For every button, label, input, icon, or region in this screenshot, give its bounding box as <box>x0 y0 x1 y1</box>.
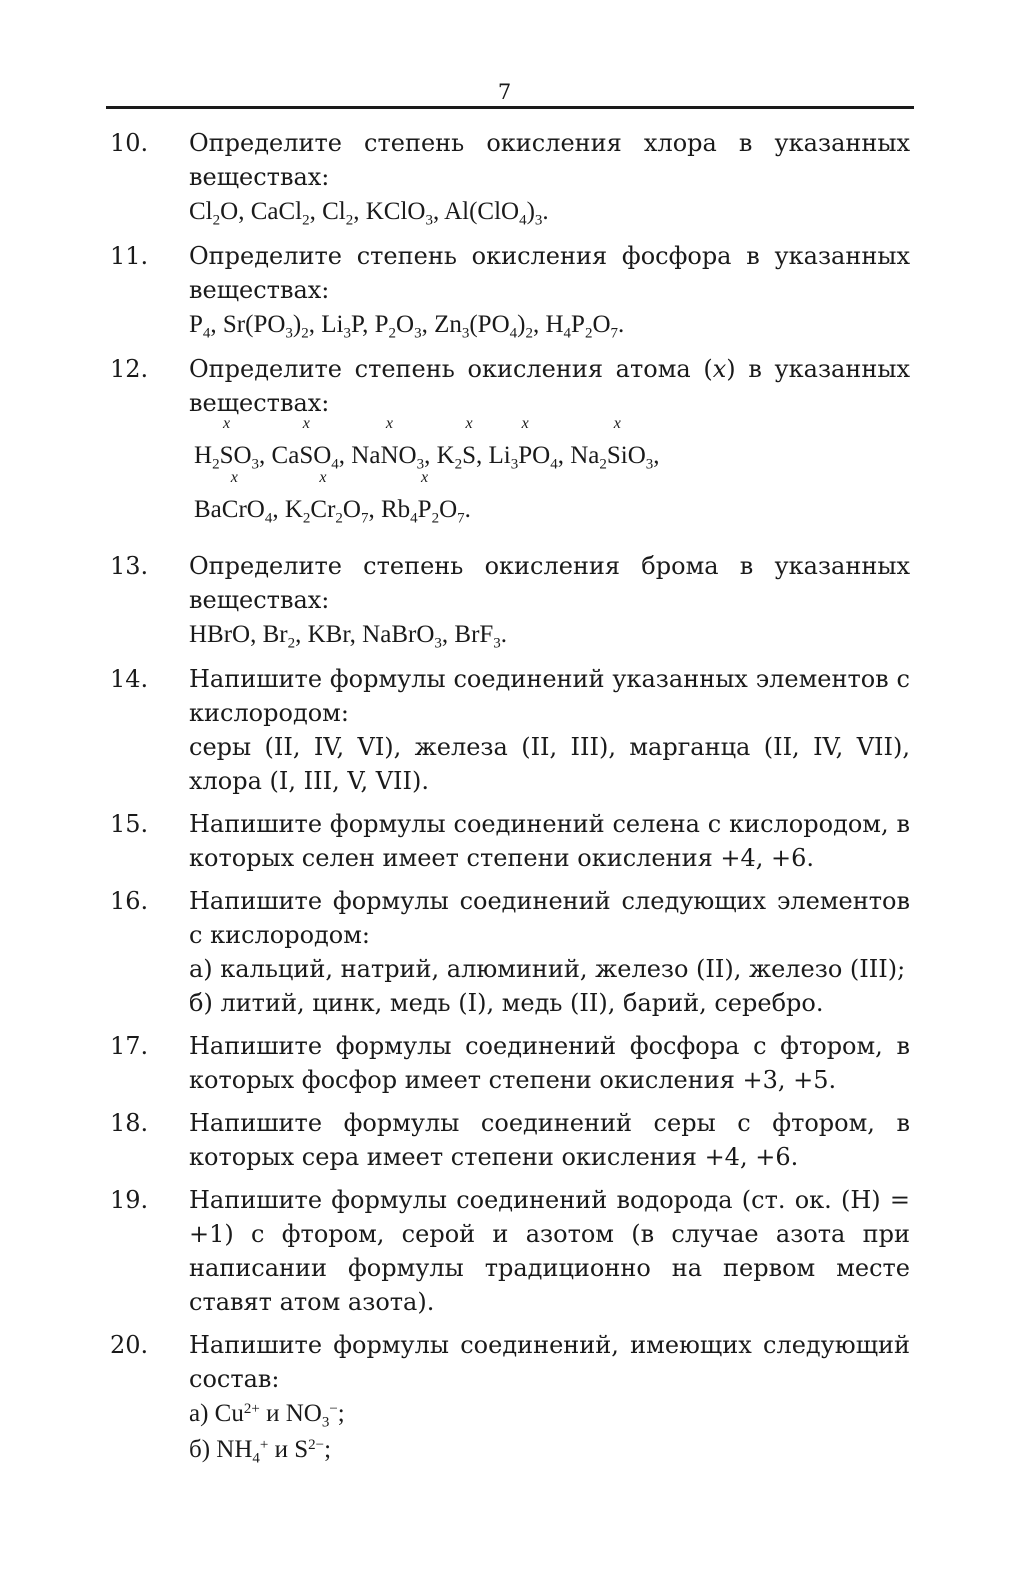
exercise-14 <box>0 662 1009 798</box>
exercise-text: Определите степень окисления хлора в указанных веществах: <box>189 129 910 191</box>
exercise-body <box>189 549 910 653</box>
exercise-11 <box>0 239 1009 343</box>
exercise-10 <box>0 126 1009 230</box>
exercise-number: 13. <box>110 552 149 580</box>
exercise-number: 15. <box>110 810 149 838</box>
exercise-13 <box>0 549 1009 653</box>
exercise-body <box>189 807 910 875</box>
exercise-number: 16. <box>110 887 149 915</box>
exercise-body <box>189 884 910 1020</box>
exercise-12 <box>0 352 1009 528</box>
marked-atom: x S <box>299 415 314 469</box>
exercise-body <box>189 126 910 230</box>
exercise-part-a: а) $Cu^{2+}$ и $NO_3^-$; <box>189 1400 345 1431</box>
formula-row-1: $H_2$ x $SO_3$, Ca x $SO_4$, Na x $NO_3$, $K_2$ x S, $Li_3$ x $PO_4$, $Na_2$ x SiO$_3$, <box>194 415 660 473</box>
formula-list: $Cl_2O$, CaCl$_2$, $Cl_2$, KClO$_3$, $Al(ClO_4)_3$. <box>189 198 549 229</box>
exercise-body <box>189 352 910 528</box>
formula-list: HBrO, $Br_2$, KBr, NaBrO$_3$, BrF$_3$. <box>189 621 508 652</box>
exercise-part-b: б) $NH_4^+$ и $S^{2-}$; <box>189 1436 332 1467</box>
marked-atom: x Cr <box>310 469 336 523</box>
exercise-body <box>189 1106 910 1174</box>
exercise-text: Определите степень окисления атома (x) в указанных веществах: <box>189 355 910 417</box>
exercise-body <box>189 662 910 798</box>
marked-atom: x P <box>518 415 533 469</box>
marked-atom: x Si <box>606 415 628 469</box>
exercise-text: Определите степень окисления фосфора в указанных веществах: <box>189 242 910 304</box>
exercise-body <box>189 1029 910 1097</box>
formula-row-2: Ba x CrO$_4$, $K_2$ x $Cr_2O_7$, $Rb_4$ x $P_2O_7$. <box>194 469 471 527</box>
exercise-text: Определите степень окисления брома в указанных веществах: <box>189 552 910 614</box>
exercise-20 <box>0 1328 1009 1468</box>
exercise-number: 10. <box>110 129 149 157</box>
exercise-part-a: а) кальций, натрий, алюминий, железо (II), железо (III); <box>189 955 906 983</box>
exercise-body <box>189 1328 910 1468</box>
exercise-number: 19. <box>110 1186 149 1214</box>
exercise-18 <box>0 1106 1009 1174</box>
exercise-16 <box>0 884 1009 1020</box>
exercise-number: 17. <box>110 1032 149 1060</box>
exercise-body <box>189 1183 910 1319</box>
header-rule <box>106 106 914 109</box>
exercise-text: Напишите формулы соединений фосфора с фтором, в которых фосфор имеет степени окисления +3, +5. <box>189 1032 910 1094</box>
marked-atom: x Cr <box>221 469 247 523</box>
exercise-17 <box>0 1029 1009 1097</box>
exercise-number: 14. <box>110 665 149 693</box>
marked-atom: x P <box>417 469 432 523</box>
exercise-list <box>0 126 1009 1477</box>
exercise-15 <box>0 807 1009 875</box>
exercise-text: Напишите формулы соединений серы с фтором, в которых сера имеет степени окисления +4, +6. <box>189 1109 910 1171</box>
exercise-number: 11. <box>110 242 149 270</box>
formula-list: $P_4$, $Sr(PO_3)_2$, $Li_3P$, $P_2O_3$, $Zn_3(PO_4)_2$, $H_4P_2O_7$. <box>189 311 625 342</box>
exercise-text: Напишите формулы соединений следующих элементов с кислородом: <box>189 887 910 949</box>
exercise-body <box>189 239 910 343</box>
exercise-text: Напишите формулы соединений водорода (ст. ок. (H) = +1) с фтором, серой и азотом (в случае азота при написании формулы традиционно на первом месте ставят атом азота). <box>189 1186 910 1316</box>
exercise-number: 20. <box>110 1331 149 1359</box>
exercise-text: Напишите формулы соединений указанных элементов с кислородом: <box>189 665 910 727</box>
exercise-detail: серы (II, IV, VI), железа (II, III), марганца (II, IV, VII), хлора (I, III, V, VII). <box>189 733 910 795</box>
marked-atom: x S <box>219 415 234 469</box>
exercise-part-b: б) литий, цинк, медь (I), медь (II), барий, серебро. <box>189 989 824 1017</box>
page-number: 7 <box>497 80 512 104</box>
marked-atom: x N <box>380 415 399 469</box>
exercise-text: Напишите формулы соединений селена с кислородом, в которых селен имеет степени окисления +4, +6. <box>189 810 910 872</box>
exercise-number: 12. <box>110 355 149 383</box>
marked-atom: x S <box>462 415 477 469</box>
exercise-19 <box>0 1183 1009 1319</box>
exercise-number: 18. <box>110 1109 149 1137</box>
exercise-text: Напишите формулы соединений, имеющих следующий состав: <box>189 1331 910 1393</box>
